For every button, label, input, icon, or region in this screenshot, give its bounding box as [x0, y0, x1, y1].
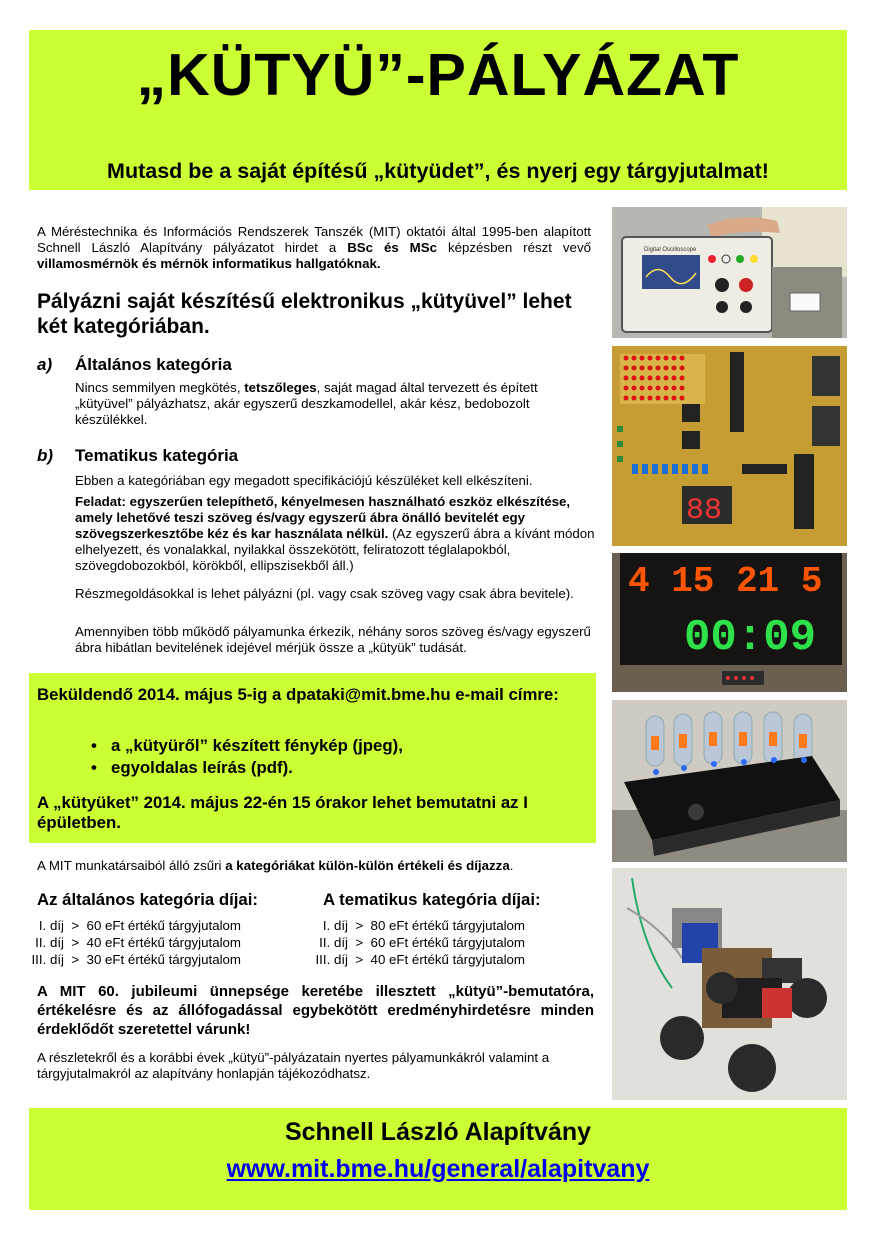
intro-audience: villamosmérnök és mérnök informatikus hallgatóknak.: [37, 256, 381, 271]
prize-row: [294, 917, 525, 934]
prize-value: 40 eFt értékű tárgyjutalom: [86, 935, 242, 950]
details-note: A részletekről és a korábbi évek „kütyü”-pályázatain nyertes pályamunkákról valamint a tárgyjutalmakról az alapítvány honlapján tájékozódhatsz.: [37, 1050, 550, 1081]
led-clock-photo: [612, 553, 847, 692]
prize-separator: >: [355, 918, 364, 933]
intro-paragraph: [37, 224, 591, 272]
prize-separator: >: [71, 952, 80, 967]
robot-car-photo: [612, 868, 847, 1100]
category-b-task: [75, 494, 595, 574]
prize-separator: >: [71, 918, 80, 933]
category-b-heading: [37, 445, 238, 467]
submission-list: [91, 735, 403, 779]
clock-top-readout: 4 15 21 5: [628, 561, 823, 602]
intro-text-1: A Méréstechnika és Információs Rendszerek Tanszék (MIT) oktatói által 1995-ben alapított Schnell László Alapítvány pályázatot hirdet a: [37, 224, 591, 255]
oscilloscope-photo: [612, 207, 847, 338]
thematic-prizes-heading: A tematikus kategória díjai:: [323, 890, 541, 909]
prize-separator: >: [355, 935, 364, 950]
thematic-prizes-list: [294, 917, 525, 968]
prize-separator: >: [71, 935, 80, 950]
oscilloscope-label: Digital Oscilloscope: [644, 247, 697, 253]
prize-value: 40 eFt értékű tárgyjutalom: [370, 952, 526, 967]
submission-item-description: • egyoldalas leírás (pdf).: [91, 757, 403, 779]
page-title: „KÜTYÜ”-PÁLYÁZAT: [136, 42, 740, 108]
prize-row: [10, 934, 241, 951]
prize-label: I. díj: [38, 918, 64, 933]
submission-item-photo: • a „kütyüről” készített fénykép (jpeg),: [91, 735, 403, 757]
jury-text-2: .: [509, 858, 514, 873]
category-b-task-rest: (Az egyszerű ábra a kívánt módon elhelyezett, és vonalakkal, nyilakkal összekötött, feliratozott téglalapokból, szövegdobozokból, körökből, ellipszisekből áll.): [75, 526, 595, 573]
category-a-title: Általános kategória: [75, 355, 232, 374]
prize-value: 60 eFt értékű tárgyjutalom: [86, 918, 242, 933]
clock-bottom-readout: 00:09: [684, 613, 817, 663]
presentation-info: A „kütyüket” 2014. május 22-én 15 órakor lehet bemutatni az I épületben.: [37, 793, 528, 832]
jury-bold: a kategóriákat külön-külön értékeli és díjazza: [225, 858, 510, 873]
category-b-partial: Részmegoldásokkal is lehet pályázni (pl. vagy csak szöveg vagy csak ábra bevitele).: [75, 586, 574, 601]
jury-text-1: A MIT munkatársaiból álló zsűri: [37, 858, 226, 873]
category-b-title: Tematikus kategória: [75, 446, 239, 465]
seven-segment-display: 88: [686, 494, 723, 528]
prize-row: [294, 934, 525, 951]
circuit-board-photo: [612, 346, 847, 546]
apply-heading: Pályázni saját készítésű elektronikus „kütyüvel” lehet két kategóriában.: [37, 290, 572, 338]
category-b-intro: Ebben a kategóriában egy megadott specifikációjú készüléket kell elkészíteni.: [75, 473, 533, 488]
category-a-bold: tetszőleges: [244, 380, 317, 395]
category-b-task-bold: Feladat: egyszerűen telepíthető, kényelmesen használható eszköz elkészítése, amely lehetővé teszi szöveg és/vagy egyszerű ábra önálló bevitelét egy szövegszerkesztőbe kéz és kar használata nélkül.: [75, 494, 571, 541]
nixie-tube-clock-photo: [612, 700, 847, 862]
prize-value: 60 eFt értékű tárgyjutalom: [370, 935, 526, 950]
prize-separator: >: [355, 952, 364, 967]
prize-label: I. díj: [322, 918, 348, 933]
category-a-text-2: , saját magad által tervezett és épített „kütyüvel” pályázhatsz, akár egyszerű deszkamodellel, akár kész, bedobozolt készülékkel.: [75, 380, 538, 427]
header-banner: [29, 30, 847, 190]
intro-text-2: képzésben részt vevő: [437, 240, 592, 255]
category-a-text-1: Nincs semmilyen megkötés,: [75, 380, 245, 395]
prize-label: II. díj: [319, 935, 348, 950]
prize-label: II. díj: [35, 935, 64, 950]
event-invitation: A MIT 60. jubileumi ünnepsége keretébe illesztett „kütyü”-bemutatóra, értékelésre és az állófogadással egybekötött eredményhirdetésre minden érdeklődőt szeretettel várunk!: [37, 983, 594, 1038]
prize-label: III. díj: [31, 952, 64, 967]
general-prizes-list: [10, 917, 241, 968]
category-a-description: [75, 380, 595, 428]
jury-note: [37, 858, 597, 874]
intro-degree: BSc és MSc: [347, 240, 438, 255]
category-a-letter: a): [37, 355, 53, 374]
foundation-name: Schnell László Alapítvány: [284, 1118, 592, 1146]
prize-label: III. díj: [315, 952, 348, 967]
page-subtitle: Mutasd be a saját építésű „kütyüdet”, és nyerj egy tárgyjutalmat!: [107, 159, 769, 183]
prize-value: 30 eFt értékű tárgyjutalom: [86, 952, 242, 967]
prize-row: [10, 951, 241, 968]
category-b-comparison: Amennyiben több működő pályamunka érkezik, néhány soros szöveg és/vagy egyszerű ábra hibátlan bevitelének idejével mérjük össze a „kütyük” tudását.: [75, 624, 591, 655]
submission-deadline: Beküldendő 2014. május 5-ig a dpataki@mit.bme.hu e-mail címre:: [37, 685, 559, 704]
foundation-link[interactable]: www.mit.bme.hu/general/alapitvany: [226, 1155, 650, 1183]
prize-value: 80 eFt értékű tárgyjutalom: [370, 918, 526, 933]
footer-banner: [29, 1108, 847, 1210]
category-a-heading: [37, 354, 232, 376]
prize-row: [294, 951, 525, 968]
prize-row: [10, 917, 241, 934]
category-b-letter: b): [37, 446, 54, 465]
general-prizes-heading: Az általános kategória díjai:: [37, 890, 259, 909]
submission-box: [29, 673, 596, 843]
